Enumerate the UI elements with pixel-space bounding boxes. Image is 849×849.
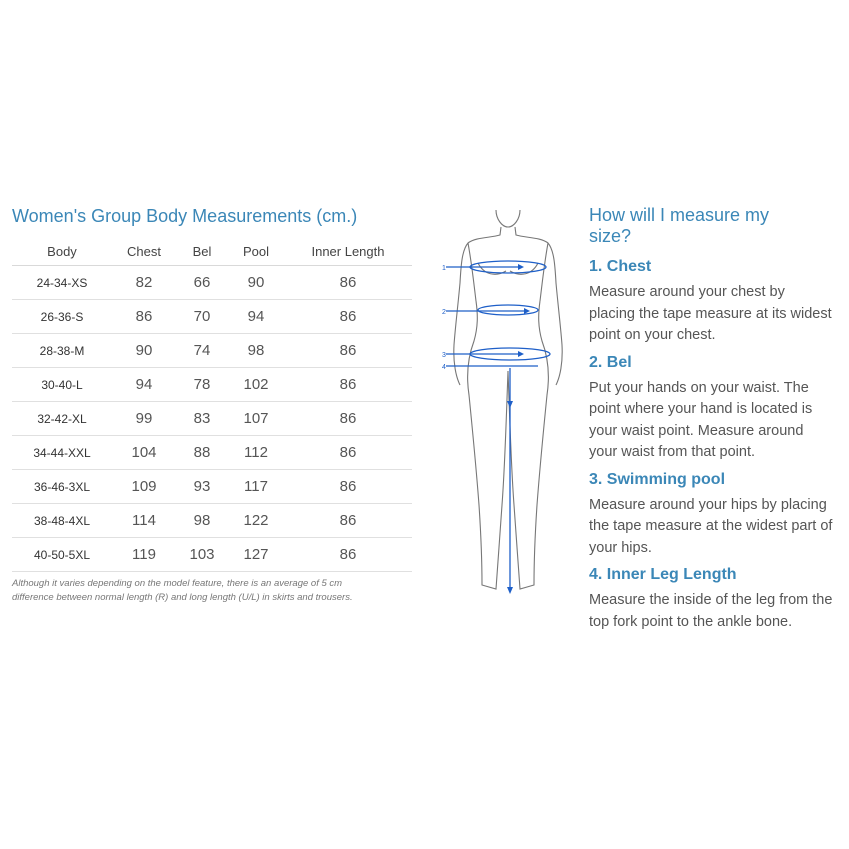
cell-size: 40-50-5XL xyxy=(12,538,112,572)
cell-inner-length: 86 xyxy=(284,436,412,470)
step-text: Measure around your chest by placing the tape measure at its widest point on your chest. xyxy=(589,284,832,343)
cell-chest: 94 xyxy=(112,368,176,402)
table-row xyxy=(12,402,412,436)
label-4: 4 xyxy=(442,364,446,371)
cell-pool: 127 xyxy=(228,538,284,572)
cell-size: 28-38-M xyxy=(12,334,112,368)
cell-size: 34-44-XXL xyxy=(12,436,112,470)
cell-pool: 117 xyxy=(228,470,284,504)
cell-chest: 90 xyxy=(112,334,176,368)
cell-bel: 103 xyxy=(176,538,228,572)
cell-chest: 119 xyxy=(112,538,176,572)
cell-pool: 94 xyxy=(228,300,284,334)
cell-pool: 102 xyxy=(228,368,284,402)
cell-bel: 93 xyxy=(176,470,228,504)
cell-inner-length: 86 xyxy=(284,470,412,504)
cell-size: 36-46-3XL xyxy=(12,470,112,504)
step-title: 4. Inner Leg Length xyxy=(589,566,737,583)
header-inner-length: Inner Length xyxy=(284,238,412,266)
table-row xyxy=(12,504,412,538)
guide-step-chest xyxy=(589,256,834,347)
header-bel: Bel xyxy=(176,238,228,266)
guide-title xyxy=(589,205,834,247)
table-row xyxy=(12,436,412,470)
cell-inner-length: 86 xyxy=(284,334,412,368)
cell-chest: 82 xyxy=(112,266,176,300)
table-footnote xyxy=(12,577,412,605)
footnote-line-1: Although it varies depending on the model feature, there is an average of 5 cm xyxy=(12,578,343,589)
guide-title-line-1: How will I measure my xyxy=(589,205,770,225)
table-row xyxy=(12,300,412,334)
cell-bel: 88 xyxy=(176,436,228,470)
cell-bel: 83 xyxy=(176,402,228,436)
label-1: 1 xyxy=(442,265,446,272)
label-2: 2 xyxy=(442,309,446,316)
cell-size: 32-42-XL xyxy=(12,402,112,436)
cell-pool: 90 xyxy=(228,266,284,300)
cell-bel: 78 xyxy=(176,368,228,402)
cell-size: 24-34-XS xyxy=(12,266,112,300)
cell-pool: 112 xyxy=(228,436,284,470)
step-text: Measure around your hips by placing the tape measure at the widest part of your hips. xyxy=(589,496,833,556)
cell-pool: 98 xyxy=(228,334,284,368)
step-title: 1. Chest xyxy=(589,258,652,275)
table-row xyxy=(12,368,412,402)
cell-chest: 99 xyxy=(112,402,176,436)
table-row xyxy=(12,266,412,300)
header-body: Body xyxy=(12,238,112,266)
cell-inner-length: 86 xyxy=(284,402,412,436)
guide-step-bel xyxy=(589,352,834,464)
cell-bel: 98 xyxy=(176,504,228,538)
label-3: 3 xyxy=(442,352,446,359)
table-header-row xyxy=(12,238,412,266)
table-row xyxy=(12,538,412,572)
cell-inner-length: 86 xyxy=(284,538,412,572)
cell-size: 26-36-S xyxy=(12,300,112,334)
cell-bel: 70 xyxy=(176,300,228,334)
cell-pool: 122 xyxy=(228,504,284,538)
measurement-lines xyxy=(446,261,550,590)
guide-step-swimming-pool xyxy=(589,469,834,560)
cell-bel: 66 xyxy=(176,266,228,300)
step-text: Measure the inside of the leg from the top fork point to the ankle bone. xyxy=(589,592,833,630)
measurements-table xyxy=(12,238,412,572)
footnote-line-2: difference between normal length (R) and long length (U/L) in skirts and trousers. xyxy=(12,592,353,603)
cell-chest: 104 xyxy=(112,436,176,470)
cell-chest: 109 xyxy=(112,470,176,504)
guide-title-line-2: size? xyxy=(589,226,632,246)
cell-inner-length: 86 xyxy=(284,368,412,402)
body-figure xyxy=(438,205,578,600)
table-row xyxy=(12,470,412,504)
cell-chest: 86 xyxy=(112,300,176,334)
header-pool: Pool xyxy=(228,238,284,266)
step-title: 2. Bel xyxy=(589,353,632,371)
measurement-labels xyxy=(442,265,446,371)
guide-step-inner-leg-length xyxy=(589,564,834,633)
cell-size: 30-40-L xyxy=(12,368,112,402)
cell-inner-length: 86 xyxy=(284,266,412,300)
measurements-table-section xyxy=(12,204,412,605)
table-row xyxy=(12,334,412,368)
cell-chest: 114 xyxy=(112,504,176,538)
body-figure-illustration xyxy=(438,205,578,600)
table-title: Women's Group Body Measurements (cm.) xyxy=(12,206,358,226)
header-chest: Chest xyxy=(112,238,176,266)
cell-inner-length: 86 xyxy=(284,300,412,334)
waist-measure-loop xyxy=(478,305,538,315)
cell-inner-length: 86 xyxy=(284,504,412,538)
step-title: 3. Swimming pool xyxy=(589,470,726,488)
cell-pool: 107 xyxy=(228,402,284,436)
step-text: Put your hands on your waist. The point where your hand is located is your waist point. Measure around your waist from that point. xyxy=(589,379,813,460)
measurement-guide xyxy=(589,205,834,638)
cell-bel: 74 xyxy=(176,334,228,368)
cell-size: 38-48-4XL xyxy=(12,504,112,538)
